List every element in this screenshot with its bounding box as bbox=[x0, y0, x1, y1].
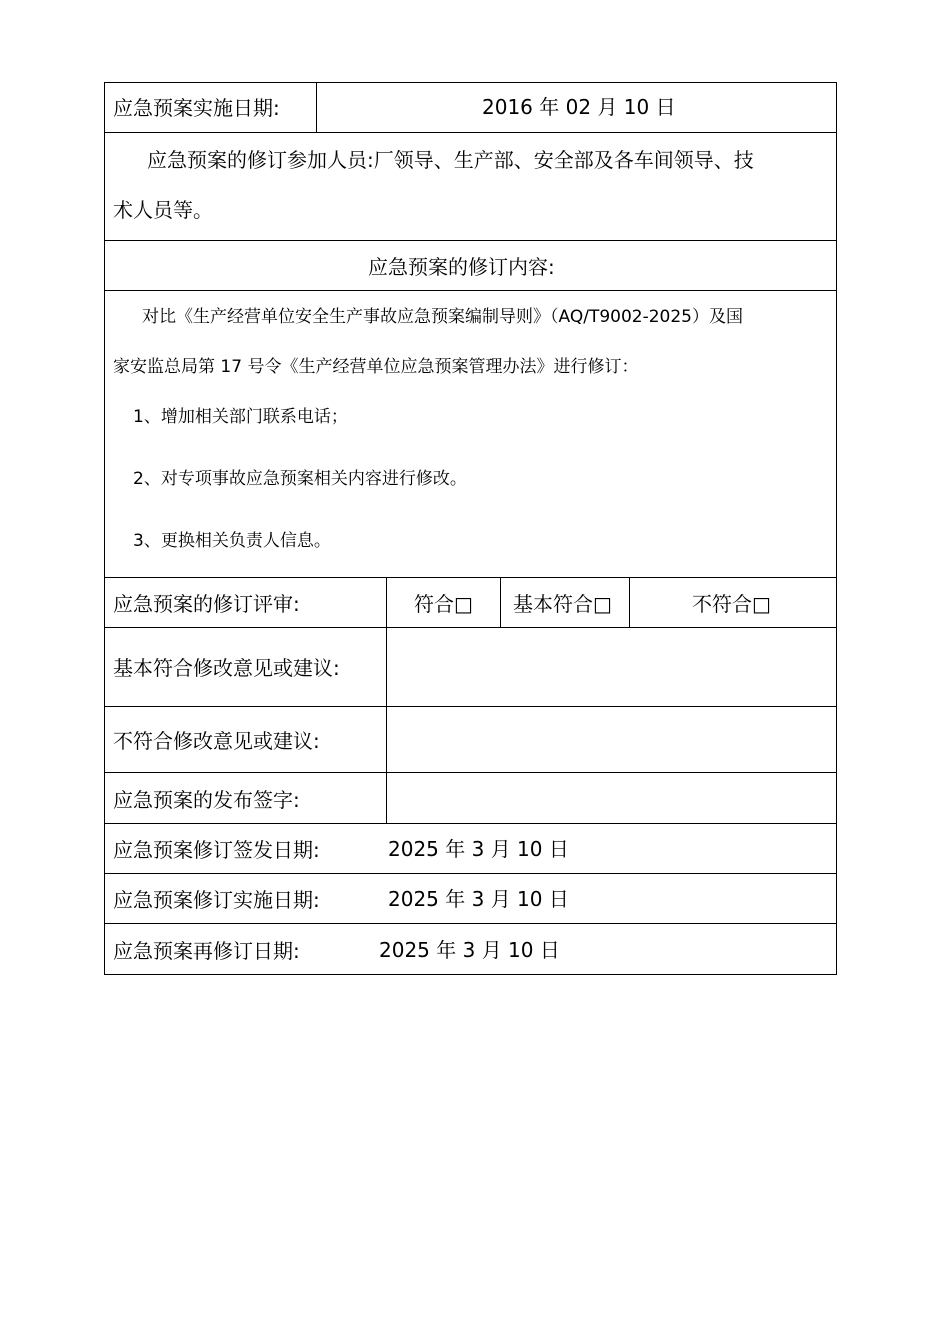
implementation-value: 2016 年 02 月 10 日 bbox=[482, 95, 676, 119]
signature-input-cell[interactable] bbox=[386, 772, 837, 824]
content-item-3: 3、更换相关负责人信息。 bbox=[133, 531, 331, 551]
content-intro-line-1: 对比《生产经营单位安全生产事故应急预案编制导则》（AQ/T9002-2025）及国 bbox=[142, 307, 743, 327]
review-option-comply[interactable]: 符合□ bbox=[414, 592, 473, 616]
content-intro-line-2: 家安监总局第 17 号令《生产经营单位应急预案管理办法》进行修订： bbox=[113, 357, 639, 377]
participants-line-1: 应急预案的修订参加人员:厂领导、生产部、安全部及各车间领导、技 bbox=[147, 148, 754, 172]
content-item-1: 1、增加相关部门联系电话； bbox=[133, 407, 348, 427]
not-comply-input-cell[interactable] bbox=[386, 706, 837, 773]
basic-comply-label: 基本符合修改意见或建议: bbox=[113, 656, 340, 680]
content-header: 应急预案的修订内容: bbox=[368, 255, 555, 279]
revision-impl-date-label: 应急预案修订实施日期: bbox=[113, 888, 320, 912]
re-revision-date-label: 应急预案再修订日期: bbox=[113, 939, 300, 963]
content-item-2: 2、对专项事故应急预案相关内容进行修改。 bbox=[133, 469, 467, 489]
basic-comply-input-cell[interactable] bbox=[386, 627, 837, 707]
implementation-label: 应急预案实施日期: bbox=[113, 96, 280, 120]
review-option-not-comply[interactable]: 不符合□ bbox=[692, 592, 771, 616]
review-label: 应急预案的修订评审: bbox=[113, 592, 300, 616]
revision-impl-date-value: 2025 年 3 月 10 日 bbox=[388, 887, 569, 911]
review-option-basic-comply[interactable]: 基本符合□ bbox=[513, 592, 612, 616]
issue-date-label: 应急预案修订签发日期: bbox=[113, 838, 320, 862]
not-comply-label: 不符合修改意见或建议: bbox=[113, 729, 320, 753]
participants-line-2: 术人员等。 bbox=[113, 198, 213, 222]
re-revision-date-value: 2025 年 3 月 10 日 bbox=[379, 938, 560, 962]
signature-label: 应急预案的发布签字: bbox=[113, 788, 300, 812]
issue-date-value: 2025 年 3 月 10 日 bbox=[388, 837, 569, 861]
